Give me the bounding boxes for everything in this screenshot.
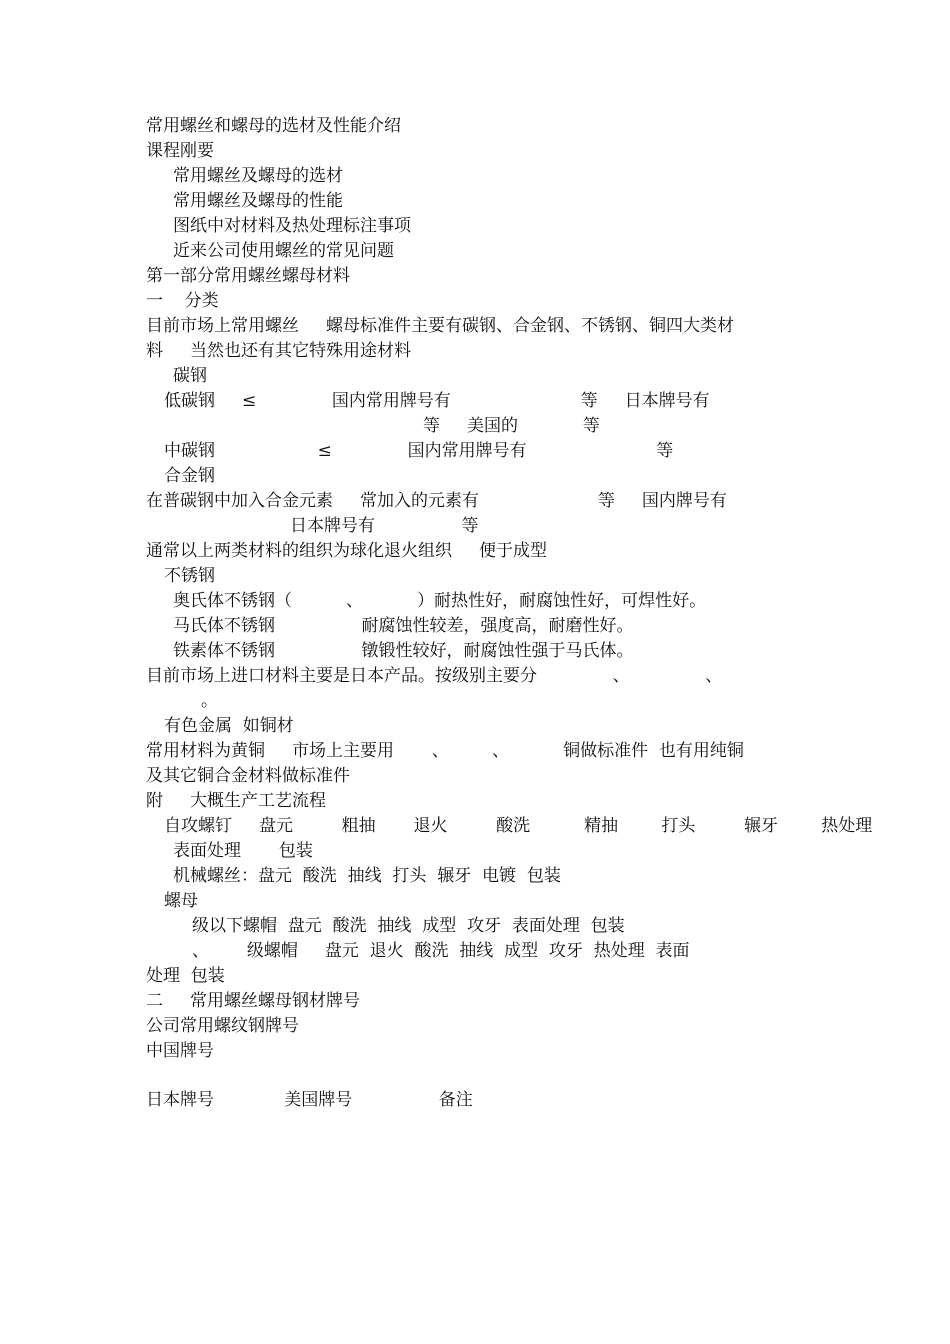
- table-header-line: 日本牌号 美国牌号 备注: [146, 1090, 473, 1110]
- process-line: 处理 包装: [146, 966, 225, 986]
- part-heading: 第一部分常用螺丝螺母材料: [146, 266, 350, 286]
- material-heading: 螺母: [164, 891, 198, 911]
- subsection-heading: 一 分类: [146, 291, 219, 311]
- process-line: 表面处理 包装: [173, 841, 313, 861]
- paragraph-line: 及其它铜合金材料做标准件: [146, 766, 350, 786]
- paragraph-line: 目前市场上进口材料主要是日本产品。按级别主要分 、 、: [146, 666, 723, 686]
- process-line: 、 级螺帽 盘元 退火 酸洗 抽线 成型 攻牙 热处理 表面: [192, 941, 690, 961]
- process-line: 自攻螺钉 盘元 粗抽 退火 酸洗 精抽 打头 辗牙 热处理: [164, 816, 873, 836]
- outline-item: 图纸中对材料及热处理标注事项: [173, 216, 411, 236]
- outline-item: 近来公司使用螺丝的常见问题: [173, 241, 394, 261]
- paragraph-line: 低碳钢 ≤ 国内常用牌号有 等 日本牌号有: [164, 391, 710, 411]
- paragraph-line: 铁素体不锈钢 镦锻性较好，耐腐蚀性强于马氏体。: [173, 641, 634, 661]
- material-heading: 不锈钢: [164, 566, 215, 586]
- subsection-heading: 二 常用螺丝螺母钢材牌号: [146, 991, 361, 1011]
- document-title: 常用螺丝和螺母的选材及性能介绍: [146, 116, 401, 136]
- process-line: 级以下螺帽 盘元 酸洗 抽线 成型 攻牙 表面处理 包装: [192, 916, 625, 936]
- paragraph-line: 目前市场上常用螺丝 螺母标准件主要有碳钢、合金钢、不锈钢、铜四大类材: [146, 316, 735, 336]
- process-line: 机械螺丝：盘元 酸洗 抽线 打头 辗牙 电镀 包装: [173, 866, 561, 886]
- paragraph-line: 料 当然也还有其它特殊用途材料: [146, 341, 412, 361]
- paragraph-line: 日本牌号有 等: [290, 516, 479, 536]
- subsection-heading: 附 大概生产工艺流程: [146, 791, 327, 811]
- paragraph-line: 在普碳钢中加入合金元素 常加入的元素有 等 国内牌号有: [146, 491, 727, 511]
- paragraph-line: 常用材料为黄铜 市场上主要用 、 、 铜做标准件 也有用纯铜: [146, 741, 744, 761]
- paragraph-line: 。: [201, 691, 218, 711]
- paragraph-line: 中碳钢 ≤ 国内常用牌号有 等: [164, 441, 674, 461]
- material-heading: 有色金属 如铜材: [164, 716, 294, 736]
- section-heading: 课程刚要: [146, 141, 214, 161]
- paragraph-line: 奥氏体不锈钢（ 、 ）耐热性好，耐腐蚀性好，可焊性好。: [173, 591, 707, 611]
- table-header-line: 中国牌号: [146, 1041, 214, 1061]
- outline-item: 常用螺丝及螺母的性能: [173, 191, 343, 211]
- paragraph-line: 公司常用螺纹钢牌号: [146, 1016, 299, 1036]
- paragraph-line: 马氏体不锈钢 耐腐蚀性较差，强度高，耐磨性好。: [173, 616, 634, 636]
- material-heading: 合金钢: [164, 466, 215, 486]
- outline-item: 常用螺丝及螺母的选材: [173, 166, 343, 186]
- paragraph-line: 通常以上两类材料的组织为球化退火组织 便于成型: [146, 541, 548, 561]
- paragraph-line: 等 美国的 等: [423, 416, 600, 436]
- material-heading: 碳钢: [173, 366, 207, 386]
